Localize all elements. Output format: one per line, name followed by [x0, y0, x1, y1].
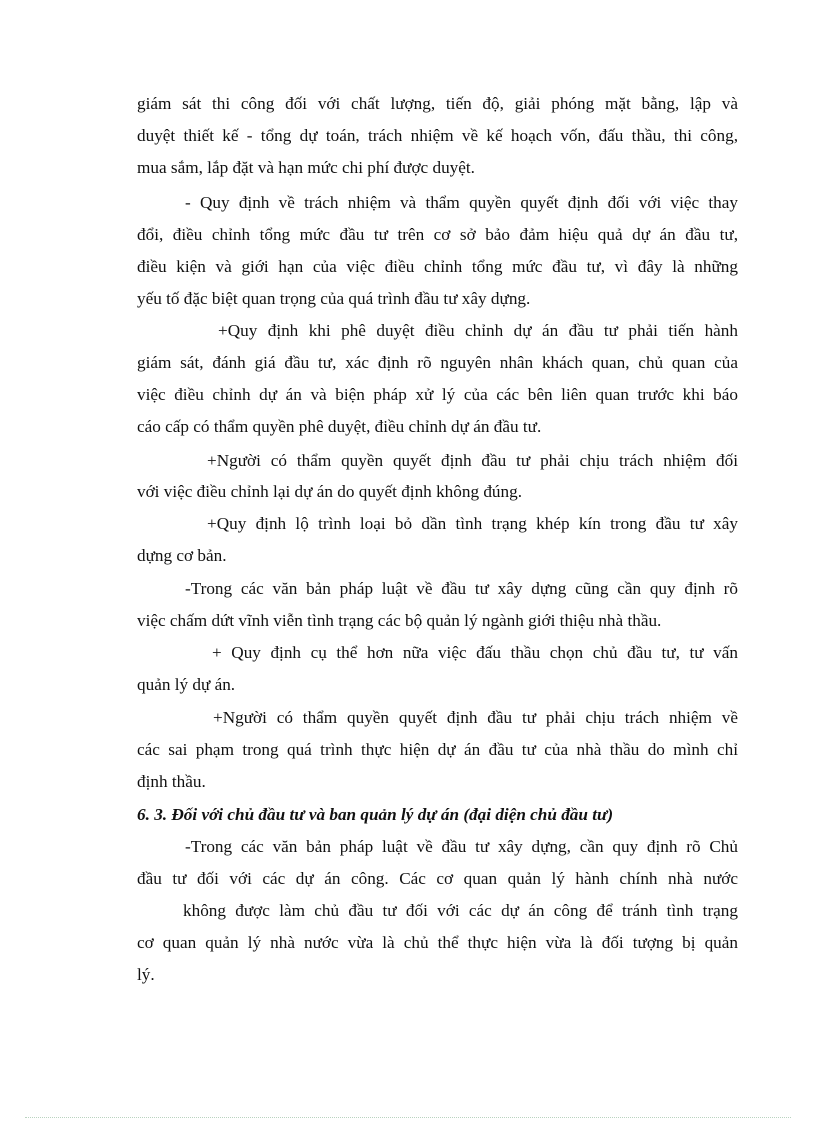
text-line: đầu tư đối với các dự án công. Các cơ quan quản lý hành chính nhà nước [137, 869, 738, 888]
text-line: điều kiện và giới hạn của việc điều chỉnh tổng mức đầu tư, vì đây là những [137, 257, 738, 276]
text-line: +Người có thẩm quyền quyết định đầu tư phải chịu trách nhiệm về [213, 708, 738, 727]
text-line: việc điều chỉnh dự án và biện pháp xử lý của các bên liên quan trước khi báo [137, 385, 738, 404]
text-line: -Trong các văn bản pháp luật về đầu tư xây dựng cũng cần quy định rõ [185, 579, 738, 598]
text-line: quản lý dự án. [137, 675, 236, 694]
text-line: cơ quan quản lý nhà nước vừa là chủ thể thực hiện vừa là đối tượng bị quản [137, 933, 738, 952]
text-line: không được làm chủ đầu tư đối với các dự án công để tránh tình trạng [183, 901, 738, 920]
text-line: đổi, điều chỉnh tổng mức đầu tư trên cơ sở bảo đảm hiệu quả dự án đầu tư, [137, 225, 738, 244]
text-line: +Quy định khi phê duyệt điều chỉnh dự án đầu tư phải tiến hành [218, 321, 738, 340]
text-line: cáo cấp có thẩm quyền phê duyệt, điều chỉnh dự án đầu tư. [137, 417, 542, 436]
text-line: duyệt thiết kế - tổng dự toán, trách nhiệm về kế hoạch vốn, đấu thầu, thi công, [137, 126, 738, 145]
text-line: lý. [137, 965, 155, 984]
text-line: giám sát, đánh giá đầu tư, xác định rõ nguyên nhân khách quan, chủ quan của [137, 353, 738, 372]
text-line: - Quy định về trách nhiệm và thẩm quyền quyết định đối với việc thay [185, 193, 738, 212]
text-line: +Quy định lộ trình loại bỏ dần tình trạng khép kín trong đầu tư xây [207, 514, 738, 533]
text-line: +Người có thẩm quyền quyết định đầu tư phải chịu trách nhiệm đối [207, 451, 738, 470]
text-line: việc chấm dứt vĩnh viễn tình trạng các bộ quản lý ngành giới thiệu nhà thầu. [137, 611, 662, 630]
text-line: định thầu. [137, 772, 206, 791]
page-bottom-divider [25, 1117, 791, 1118]
text-line: + Quy định cụ thể hơn nữa việc đấu thầu chọn chủ đầu tư, tư vấn [212, 643, 738, 662]
text-line: dựng cơ bản. [137, 546, 227, 565]
text-line: yếu tố đặc biệt quan trọng của quá trình đầu tư xây dựng. [137, 289, 531, 308]
section-heading: 6. 3. Đối với chủ đầu tư và ban quản lý dự án (đại diện chủ đầu tư) [137, 805, 614, 824]
text-line: giám sát thi công đối với chất lượng, tiến độ, giải phóng mặt bằng, lập và [137, 94, 738, 113]
text-line: mua sắm, lắp đặt và hạn mức chi phí được duyệt. [137, 158, 475, 177]
text-line: các sai phạm trong quá trình thực hiện dự án đầu tư của nhà thầu do mình chỉ [137, 740, 738, 759]
text-line: -Trong các văn bản pháp luật về đầu tư xây dựng, cần quy định rõ Chủ [185, 837, 738, 856]
text-line: với việc điều chỉnh lại dự án do quyết định không đúng. [137, 482, 523, 501]
